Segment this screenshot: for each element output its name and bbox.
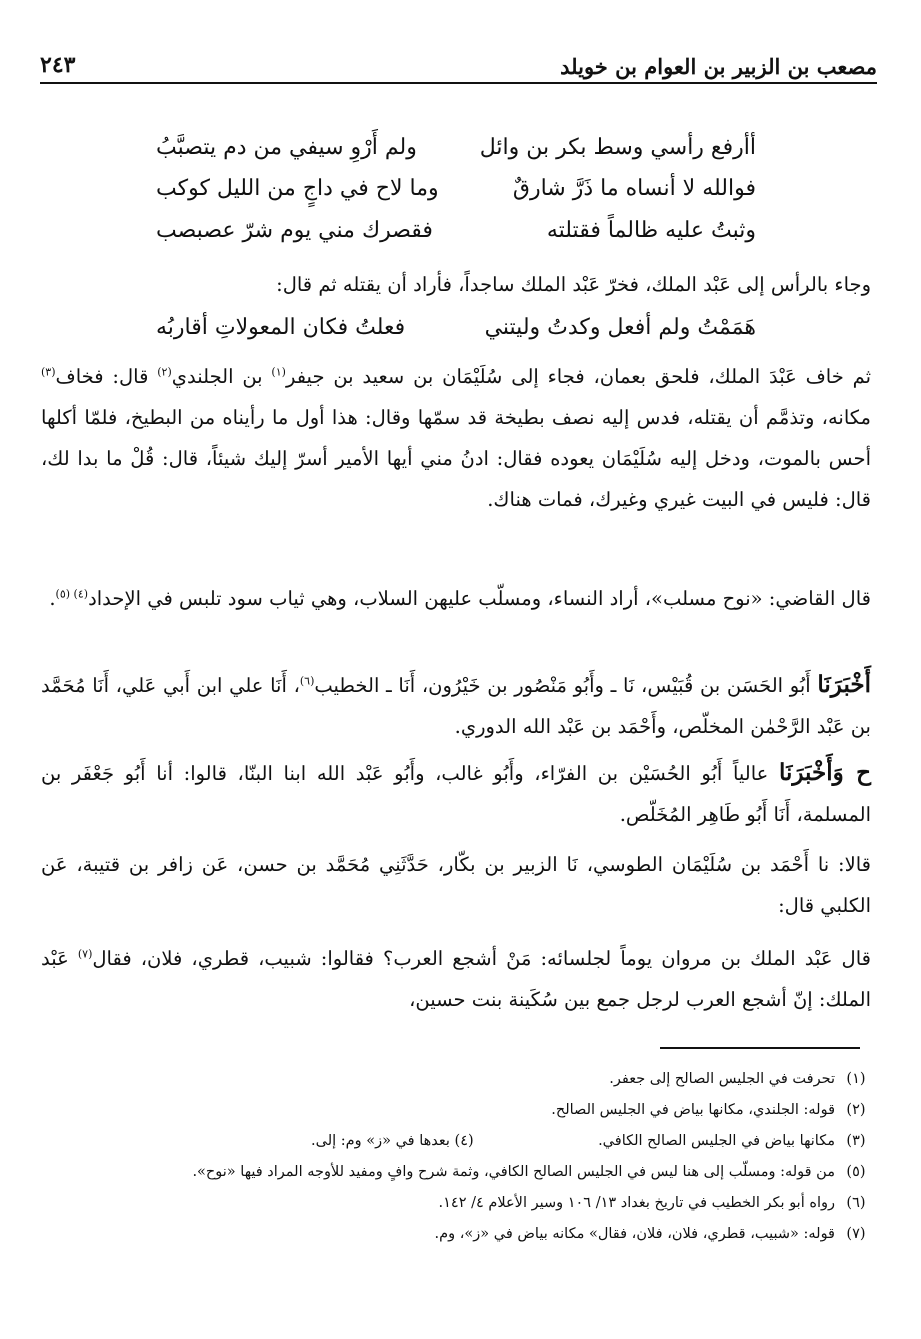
paragraph-isnad-2: ح وَأَخْبَرَنَا عالياً أَبُو الحُسَيْن بن الفرّاء، وأَبُو غالب، وأَبُو عَبْد الله ابنا البنّا، قالوا: أنا أَبُو جَعْفَر بن المسلمة، أَنَا أَبُو طَاهِر المُخَلّص. xyxy=(41,759,872,826)
verse-3-second-hemistich: فقصرك مني يوم شرّ عصبصب xyxy=(156,218,433,243)
paragraph-beheading: وجاء بالرأس إلى عَبْد الملك، فخرّ عَبْد الملك ساجداً، فأراد أن يقتله ثم قال: xyxy=(276,273,871,296)
verse-1-first-hemistich: أأرفع رأسي وسط بكر بن وائل xyxy=(479,135,756,160)
footnote-ref-7[interactable]: (٧) xyxy=(77,947,93,961)
page-number: ٢٤٣ xyxy=(40,52,76,78)
footnote-separator xyxy=(660,1047,860,1049)
footnote-7: (٧)قوله: «شبيب، قطري، فلان، فلان، فقال» مكانه بياض في «ز»، وم. xyxy=(434,1226,866,1242)
footnote-ref-2[interactable]: (٢) xyxy=(157,365,172,379)
footnote-6: (٦)رواه أبو بكر الخطيب في تاريخ بغداد ١٣/ ١٠٦ وسير الأعلام ٤/ ١٤٢. xyxy=(438,1195,866,1211)
footnote-ref-4[interactable]: (٤) xyxy=(73,587,89,601)
verse-1 xyxy=(156,135,756,171)
footnote-5: (٥)من قوله: ومسلّب إلى هنا ليس في الجليس الصالح الكافي، وثمة شرح وافٍ ومفيد للأوجه المراد فيها «نوح». xyxy=(192,1164,866,1180)
verse-4-second-hemistich: فعلتُ فكان المعولاتِ أقاربُه xyxy=(156,315,406,340)
isnad-lead-word-2: ح وَأَخْبَرَنَا xyxy=(778,759,872,786)
isnad-lead-word: أَخْبَرَنَا xyxy=(817,671,871,698)
footnote-4: (٤) بعدها في «ز» وم: إلى. xyxy=(311,1133,474,1149)
footnote-ref-6[interactable]: (٦) xyxy=(299,674,315,688)
paragraph-qadi-comment: قال القاضي: «نوح مسلب»، أراد النساء، ومسلّب عليهن السلاب، وهي ثياب سود تلبس في الإحداد$^{(٤)}$ $^{(٥)}$. xyxy=(49,587,871,610)
verse-2-first-hemistich: فوالله لا أنساه ما ذَرَّ شارقٌ xyxy=(512,176,756,201)
verse-3 xyxy=(156,218,756,254)
footnote-ref-3[interactable]: (٣) xyxy=(41,365,56,379)
paragraph-flight-to-oman: ثم خاف عَبْدَ الملك، فلحق بعمان، فجاء إلى سُلَيْمَان بن سعيد بن جيفر$^{(١)}$ بن الجلندي$^{(٢)}$ قال: فخاف$^{(٣)}$ مكانه، وتذمَّم أن يقتله، فدس إليه نصف بطيخة قد سمّها وقال: هذا أول ما رأيناه من البطيخ، فلمّا أكلها أحس بالموت، ودخل إليه سُلَيْمَان يعوده فقال: ادنُ مني أيها الأمير أسرّ إليك شيئاً، قال: قُلْ ما بدا لك، قال: فليس في البيت غيري وغيرك، فمات هناك. xyxy=(41,365,871,511)
running-title: مصعب بن الزبير بن العوام بن خويلد xyxy=(560,54,877,79)
paragraph-bravest-arabs: قال عَبْد الملك بن مروان يوماً لجلسائه: مَنْ أشجع العرب؟ فقالوا: شبيب، قطري، فلان، فقال$^{(٧)}$ عَبْد الملك: إنّ أشجع العرب لرجل جمع بين سُكَينة بنت حسين، xyxy=(41,947,871,1011)
footnote-1: (١)تحرفت في الجليس الصالح إلى جعفر. xyxy=(609,1071,866,1087)
verse-3-first-hemistich: وثبتُ عليه ظالماً فقتلته xyxy=(546,218,756,243)
paragraph-isnad-3: قالا: نا أَحْمَد بن سُلَيْمَان الطوسي، نَا الزبير بن بكّار، حَدَّثَنِي مُحَمَّد بن حسن، عَن زافر بن قتيبة، عَن الكلبي قال: xyxy=(41,853,871,917)
footnote-ref-5[interactable]: (٥) xyxy=(55,587,74,601)
footnotes xyxy=(41,1064,871,1250)
verse-2-second-hemistich: وما لاح في داجٍ من الليل كوكب xyxy=(156,176,439,201)
verse-1-second-hemistich: ولم أَرْوِ سيفي من دم يتصبَّبُ xyxy=(156,135,417,160)
verse-4-first-hemistich: هَمَمْتُ ولم أفعل وكدتُ وليتني xyxy=(484,315,756,340)
header-rule xyxy=(40,82,877,84)
verse-4 xyxy=(156,315,756,351)
footnote-3-and-4: (٣)مكانها بياض في الجليس الصالح الكافي. (٤) بعدها في «ز» وم: إلى. xyxy=(41,1126,871,1157)
running-head xyxy=(40,52,877,86)
verse-2 xyxy=(156,176,756,212)
footnote-2: (٢)قوله: الجلندي، مكانها بياض في الجليس الصالح. xyxy=(551,1102,866,1118)
paragraph-isnad-1: أَخْبَرَنَا أَبُو الحَسَن بن قُبَيْس، نَا ـ وأَبُو مَنْصُور بن خَيْرُون، أَنَا ـ الخطيب$^{(٦)}$، أَنَا علي ابن أَبي عَلي، أَنَا مُحَمَّد بن عَبْد الرَّحْمٰن المخلّص، وأَحْمَد بن عَبْد الله الدوري. xyxy=(41,671,871,738)
footnote-ref-1[interactable]: (١) xyxy=(271,365,286,379)
